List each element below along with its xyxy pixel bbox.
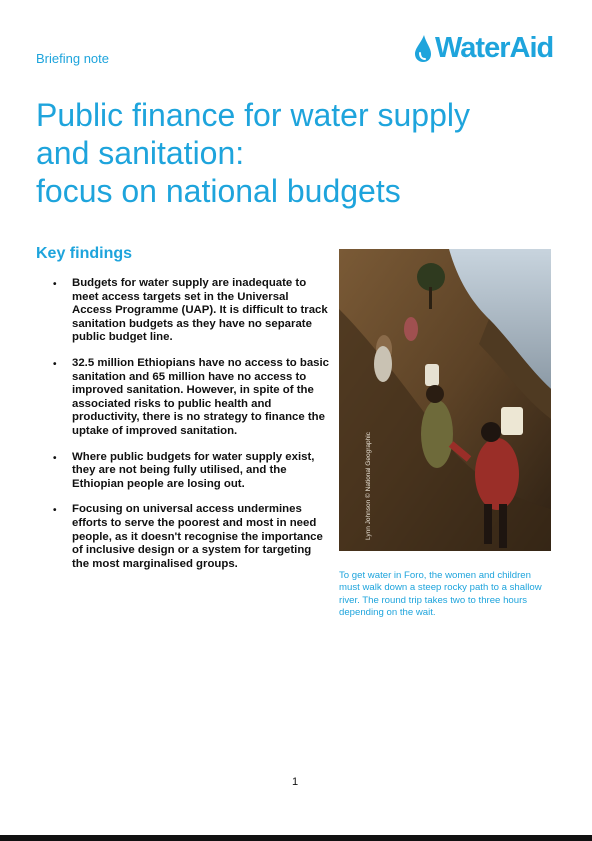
- title-line: Public finance for water supply: [36, 97, 470, 133]
- water-drop-icon: [412, 33, 434, 63]
- bullet-icon: •: [53, 452, 57, 464]
- list-item: [50, 503, 330, 571]
- list-item: [50, 357, 330, 439]
- finding-text: Budgets for water supply are inadequate to meet access targets set in the Universal Access Programme (UAP). It is difficult to track sanitation budgets as they have no separate public budget line.: [72, 277, 328, 344]
- finding-text: Where public budgets for water supply exist, they are not being fully utilised, and the Ethiopian people are losing out.: [72, 450, 315, 490]
- bullet-icon: •: [53, 279, 57, 290]
- list-item: [50, 277, 330, 345]
- bottom-rule: [0, 835, 592, 841]
- photo-credit: Lynn Johnson © National Geographic: [365, 432, 372, 540]
- finding-text: Focusing on universal access undermines efforts to serve the poorest and most in need people, as it doesn't recognise the importance of inclusive design or a system for targeting the most marginalised groups.: [72, 503, 323, 570]
- wateraid-logo: [412, 30, 562, 66]
- list-item: [50, 451, 330, 492]
- bullet-icon: •: [53, 505, 57, 517]
- page-number: 1: [292, 776, 299, 788]
- document-type-label: Briefing note: [36, 51, 109, 66]
- logo-text: WaterAid: [435, 31, 554, 64]
- title-line: focus on national budgets: [36, 173, 401, 209]
- finding-text: 32.5 million Ethiopians have no access to basic sanitation and 65 million have no access to improved sanitation. However, in spite of the associated risks to public health and productivity, there is no strategy to finance the uptake of improved sanitation.: [72, 356, 330, 437]
- key-findings-heading: Key findings: [36, 245, 133, 262]
- page-title: [36, 96, 556, 210]
- key-findings-list: [50, 277, 330, 583]
- bullet-icon: •: [53, 358, 57, 370]
- photo-caption: To get water in Foro, the women and children must walk down a steep rocky path to a shallow river. The round trip takes two to three hours depending on the wait.: [339, 570, 542, 618]
- title-line: and sanitation:: [36, 135, 245, 171]
